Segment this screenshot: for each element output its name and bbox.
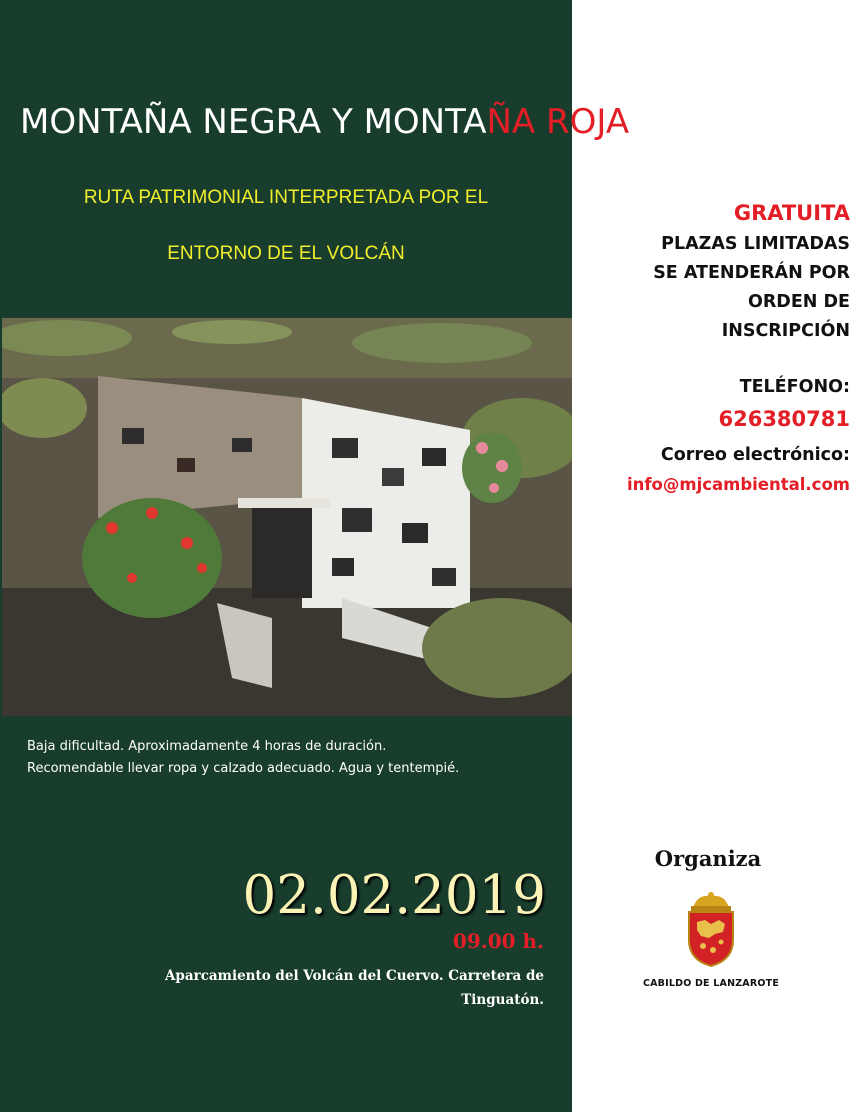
description-line-1: Baja dificultad. Aproximadamente 4 horas de duración. — [27, 739, 387, 754]
meeting-location — [64, 964, 544, 1012]
title-white-part: MONTAÑA NEGRA Y MONTA — [20, 102, 487, 142]
description-line-2: Recomendable llevar ropa y calzado adecuado. Agua y tentempié. — [27, 761, 460, 776]
registration-info — [560, 196, 850, 500]
price-badge: GRATUITA — [733, 201, 850, 225]
photo-illustration — [2, 318, 572, 716]
limited-line: ORDEN DE — [747, 292, 850, 312]
email-address[interactable]: info@mjcambiental.com — [626, 475, 850, 494]
stone-shelter-photo — [2, 318, 572, 716]
route-subtitle — [0, 170, 572, 282]
organizer-label: Organiza — [654, 846, 762, 871]
poster-title — [20, 98, 840, 146]
limited-line: SE ATENDERÁN POR — [653, 263, 850, 283]
route-description — [27, 736, 545, 780]
limited-line: INSCRIPCIÓN — [721, 321, 850, 341]
title-red-part: ÑA ROJA — [486, 102, 630, 142]
organizer-name: CABILDO DE LANZAROTE — [642, 978, 780, 989]
location-line-2: Tinguatón. — [461, 992, 544, 1008]
event-date: 02.02.2019 — [242, 865, 546, 926]
subtitle-line-1: RUTA PATRIMONIAL INTERPRETADA POR EL — [83, 187, 489, 208]
limited-line: PLAZAS LIMITADAS — [661, 234, 850, 254]
phone-number[interactable]: 626380781 — [718, 407, 850, 431]
cabildo-lanzarote-crest-icon — [683, 890, 739, 968]
event-time: 09.00 h. — [452, 929, 544, 953]
location-line-1: Aparcamiento del Volcán del Cuervo. Carretera de — [164, 968, 544, 984]
phone-label: TELÉFONO: — [739, 377, 850, 397]
email-label: Correo electrónico: — [660, 445, 850, 465]
limited-places-text — [560, 230, 850, 346]
subtitle-line-2: ENTORNO DE EL VOLCÁN — [167, 243, 405, 264]
